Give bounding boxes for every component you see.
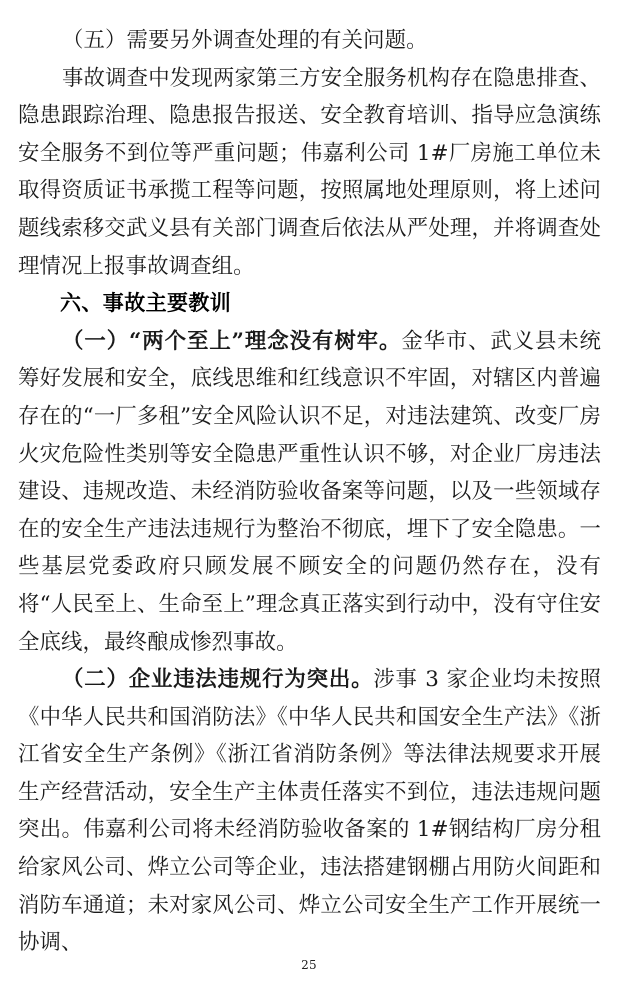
paragraph-lesson-two-body: 涉事 3 家企业均未按照《中华人民共和国消防法》《中华人民共和国安全生产法》《浙江省安全生产条例》《浙江省消防条例》等法律法规要求开展生产经营活动，安全生产主体责任落实不到位，违法违规问题突出。伟嘉利公司将未经消防验收备案的 1#钢结构厂房分租给家风公司、烨立公司等企业，违法搭建钢棚占用防火间距和消防车通道；未对家风公司、烨立公司安全生产工作开展统一协调、 [18,667,601,956]
paragraph-third-party-findings: 事故调查中发现两家第三方安全服务机构存在隐患排查、隐患跟踪治理、隐患报告报送、安全教育培训、指导应急演练安全服务不到位等严重问题；伟嘉利公司 1#厂房施工单位未取得资质证书承揽工程等问题，按照属地处理原则，将上述问题线索移交武义县有关部门调查后依法从严处理，并将调查处理情况上报事故调查组。 [18,65,601,279]
document-text-column [18,22,601,962]
paragraph-lesson-one-lead: （一）“两个至上”理念没有树牢。 [62,328,402,354]
paragraph-lesson-one-body: 金华市、武义县未统筹好发展和安全，底线思维和红线意识不牢固，对辖区内普遍存在的“一厂多租”安全风险认识不足，对违法建筑、改变厂房火灾危险性类别等安全隐患严重性认识不够，对企业厂房违法建设、违规改造、未经消防验收备案等问题，以及一些领域存在的安全生产违法违规行为整治不彻底，埋下了安全隐患。一些基层党委政府只顾发展不顾安全的问题仍然存在，没有将“人民至上、生命至上”理念真正落实到行动中，没有守住安全底线，最终酿成惨烈事故。 [18,328,601,655]
heading-section-six: 六、事故主要教训 [60,291,232,316]
paragraph-lesson-two-lead: （二）企业违法违规行为突出。 [62,667,374,693]
paragraph-section-five-heading: （五）需要另外调查处理的有关问题。 [62,28,428,53]
paragraph-lesson-one [18,323,601,661]
page-number: 25 [301,958,317,972]
paragraph-lesson-two [18,661,601,962]
